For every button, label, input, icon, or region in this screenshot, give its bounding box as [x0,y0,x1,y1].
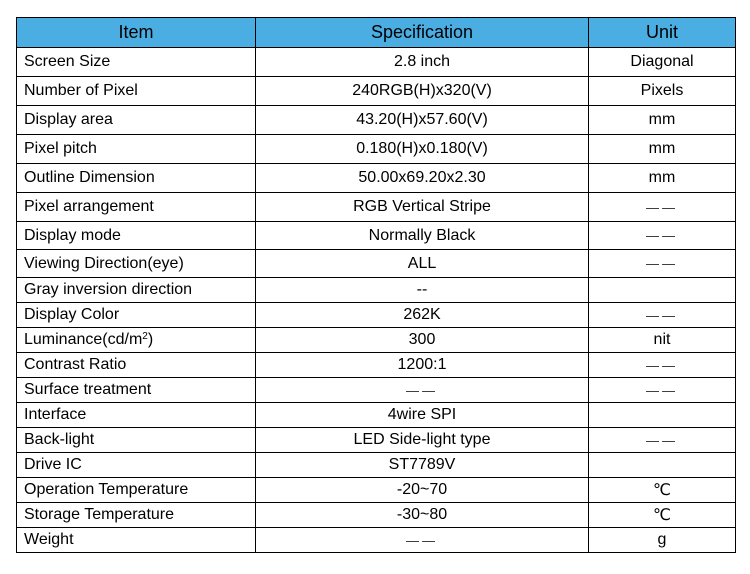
header-specification: Specification [256,18,589,48]
table-row [17,193,736,222]
row-spec: 50.00x69.20x2.30 [256,164,589,193]
row-unit [589,403,736,428]
row-unit: mm [589,164,736,193]
row-unit: ℃ [589,503,736,528]
row-spec: 4wire SPI [256,403,589,428]
row-item: Display Color [17,303,256,328]
table-row [17,135,736,164]
spec-table [16,17,736,553]
row-spec: -20~70 [256,478,589,503]
table-row [17,503,736,528]
table-row [17,528,736,553]
row-item [17,328,256,353]
header-row [17,18,736,48]
row-spec: 1200:1 [256,353,589,378]
row-unit: —— [589,428,736,453]
row-item: Contrast Ratio [17,353,256,378]
row-item: Display mode [17,222,256,250]
row-spec: 43.20(H)x57.60(V) [256,106,589,135]
table-row [17,222,736,250]
row-spec: LED Side-light type [256,428,589,453]
row-unit: mm [589,135,736,164]
row-spec: Normally Black [256,222,589,250]
row-unit: —— [589,193,736,222]
table-row [17,453,736,478]
row-unit [589,278,736,303]
row-item: Number of Pixel [17,77,256,106]
row-unit: g [589,528,736,553]
row-spec: RGB Vertical Stripe [256,193,589,222]
row-spec: —— [256,378,589,403]
row-unit: —— [589,303,736,328]
header-item: Item [17,18,256,48]
row-item: Viewing Direction(eye) [17,250,256,278]
row-item: Weight [17,528,256,553]
row-spec: -- [256,278,589,303]
row-spec: 240RGB(H)x320(V) [256,77,589,106]
table-row [17,278,736,303]
row-spec: 262K [256,303,589,328]
row-unit: —— [589,222,736,250]
table-row [17,328,736,353]
row-unit: Diagonal [589,48,736,77]
table-row [17,353,736,378]
table-row [17,303,736,328]
row-unit: —— [589,353,736,378]
table-row [17,106,736,135]
row-spec: -30~80 [256,503,589,528]
row-item: Drive IC [17,453,256,478]
row-item: Display area [17,106,256,135]
superscript-two: 2 [142,331,148,342]
row-spec: 300 [256,328,589,353]
table-row [17,250,736,278]
row-item: Screen Size [17,48,256,77]
row-spec: 2.8 inch [256,48,589,77]
row-item: Pixel pitch [17,135,256,164]
header-unit: Unit [589,18,736,48]
table-row [17,428,736,453]
row-item: Interface [17,403,256,428]
table-row [17,77,736,106]
row-spec: 0.180(H)x0.180(V) [256,135,589,164]
row-unit: Pixels [589,77,736,106]
row-spec: ALL [256,250,589,278]
table-row [17,164,736,193]
row-item: Operation Temperature [17,478,256,503]
row-item: Outline Dimension [17,164,256,193]
row-item: Back-light [17,428,256,453]
row-unit: —— [589,378,736,403]
row-unit [589,453,736,478]
table-row [17,403,736,428]
table-row [17,378,736,403]
table-row [17,48,736,77]
row-unit: ℃ [589,478,736,503]
row-item: Surface treatment [17,378,256,403]
row-item-text-close: ) [147,331,154,348]
row-item-text: Luminance(cd/m [24,331,143,348]
row-unit: nit [589,328,736,353]
row-unit: —— [589,250,736,278]
row-spec: ST7789V [256,453,589,478]
row-unit: mm [589,106,736,135]
row-spec: —— [256,528,589,553]
table-row [17,478,736,503]
row-item: Pixel arrangement [17,193,256,222]
row-item: Storage Temperature [17,503,256,528]
row-item: Gray inversion direction [17,278,256,303]
